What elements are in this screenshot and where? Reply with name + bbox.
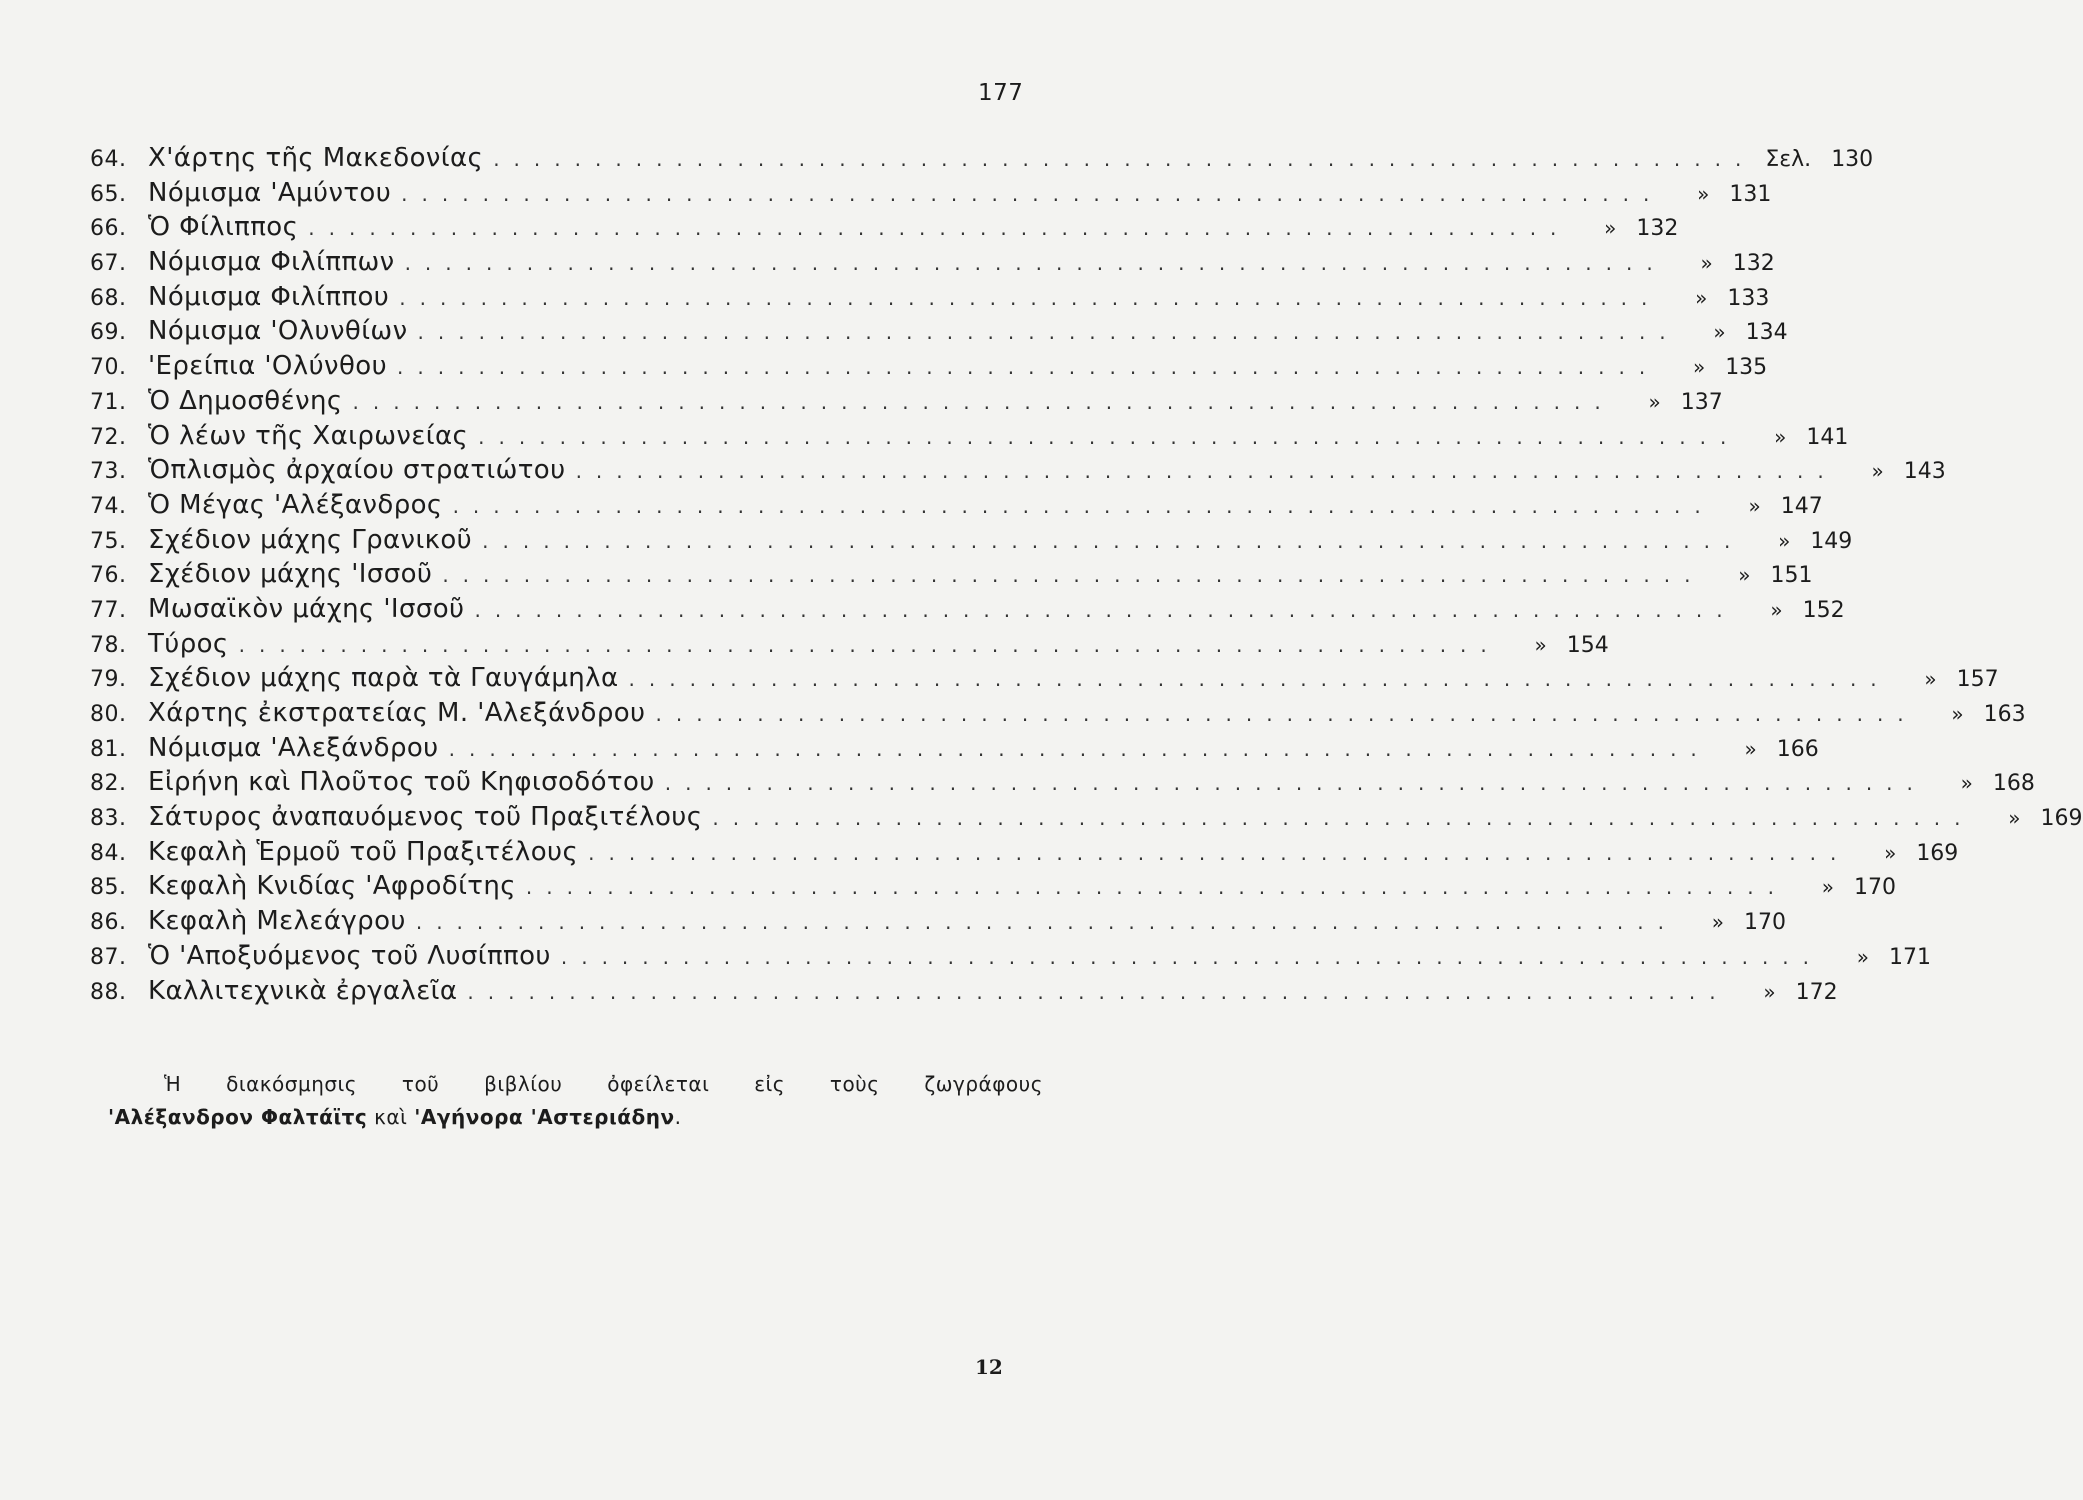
page-ditto-mark: » [1821,875,1835,900]
toc-entry [90,523,1853,558]
entry-title: Νόμισμα 'Ολυνθίων [148,316,408,347]
credits-end: . [674,1105,682,1129]
entry-number: 81. [90,736,127,762]
page-ditto-mark: » [1871,459,1884,484]
entry-number: 88. [90,979,127,1005]
entry-title: 'Ερείπια 'Ολύνθου [148,351,388,382]
entry-title: Νόμισμα 'Αλεξάνδρου [148,732,439,763]
credits-word: βιβλίου [484,1072,563,1096]
entry-title: Ὁ Μέγας 'Αλέξανδρος [148,489,443,520]
entry-title: Ὁ Δημοσθένης [148,385,343,416]
printer-signature-mark: 12 [975,1355,1003,1379]
entry-number: 74. [90,493,127,519]
page-ditto-mark: » [1924,667,1937,692]
entry-page-number: 132 [1636,216,1679,242]
page-number: 177 [978,80,1024,106]
toc-entry [90,349,1768,384]
entry-number: 86. [90,910,127,936]
dot-leader: .............................................................. [238,632,1501,657]
toc-entry [90,661,1999,696]
dot-leader: .............................................................. [474,597,1737,622]
entry-number: 64. [90,147,127,172]
dot-leader: .............................................................. [560,944,1824,969]
credits-word: τοῦ [401,1072,440,1096]
entry-number: 66. [90,216,127,242]
dot-leader: .............................................................. [712,806,1975,831]
toc-entry [90,176,1772,211]
dot-leader: .............................................................. [448,736,1711,761]
dot-leader: .............................................................. [664,771,1927,796]
entry-number: 80. [90,702,127,727]
page-ditto-mark: » [1884,840,1897,865]
dot-leader: .............................................................. [525,875,1789,900]
entry-title: Νόμισμα Φιλίππων [148,247,395,278]
credits-word: τοὺς [829,1072,880,1096]
entry-title: Σχέδιον μάχης Γρανικοῦ [148,524,473,555]
toc-entry [90,453,1946,488]
dot-leader: .............................................................. [399,285,1662,310]
page-ditto-mark: » [1951,702,1964,726]
page-ditto-mark: » [1744,736,1757,761]
toc-entry [90,557,1813,592]
entry-title: Ὁπλισμὸς ἀρχαίου στρατιώτου [148,455,566,486]
dot-leader: .............................................................. [655,702,1918,726]
entry-page-number: 168 [1992,771,2035,797]
entry-page-number: 137 [1680,389,1723,415]
entry-page-number: 131 [1729,181,1772,207]
page-ditto-mark: » [2008,806,2021,831]
entry-page-number: 135 [1725,355,1768,381]
toc-entry [90,210,1679,245]
entry-page-number: 171 [1889,944,1932,970]
entry-number: 78. [90,632,127,658]
entry-page-number: 149 [1810,528,1853,554]
page-ditto-mark: » [1700,251,1713,276]
toc-entry [90,488,1823,523]
toc-entry [90,974,1838,1009]
credits-word: διακόσμησις [226,1072,358,1096]
dot-leader: .............................................................. [404,251,1667,276]
page-ditto-mark: » [1778,528,1791,553]
dot-leader: .............................................................. [415,910,1679,935]
entry-number: 84. [90,840,127,866]
toc-entry [90,245,1775,280]
page-ditto-mark: » [1697,181,1710,206]
artist-name: 'Αγήνορα 'Αστεριάδην [414,1105,675,1129]
entry-title: Σχέδιον μάχης παρὰ τὰ Γαυγάμηλα [148,663,619,694]
toc-entry [90,765,2035,800]
page-ditto-mark: » [1692,355,1706,380]
dot-leader: .............................................................. [575,459,1838,484]
page-ditto-mark: » [1960,771,1973,796]
dot-leader: .............................................................. [482,528,1745,553]
toc-entry [90,939,1932,974]
page-ditto-mark: » [1774,424,1787,449]
entry-page-number: 170 [1744,910,1787,936]
page-ditto-mark: » [1713,320,1726,345]
page-ditto-mark: » [1856,944,1870,969]
dot-leader: .............................................................. [628,667,1891,692]
entry-page-number: 163 [1983,702,2026,727]
entry-title: Νόμισμα 'Αμύντου [148,177,392,208]
dot-leader: .............................................................. [493,147,1756,171]
entry-title: Εἰρήνη καὶ Πλοῦτος τοῦ Κηφισοδότου [148,767,655,798]
toc-entry [90,904,1787,939]
entry-page-number: 170 [1854,875,1897,901]
entry-page-number: 172 [1795,979,1838,1005]
credits-line-2 [108,1101,1043,1134]
entry-number: 87. [90,944,127,970]
dot-leader: .............................................................. [467,979,1730,1004]
dot-leader: .............................................................. [588,840,1851,865]
toc-entry [90,419,1849,454]
entry-title: Χάρτης ἐκστρατείας Μ. 'Αλεξάνδρου [148,698,646,728]
toc-entry [90,835,1959,870]
entry-title: Καλλιτεχνικὰ ἐργαλεῖα [148,975,458,1006]
entry-page-number: 169 [2040,806,2083,832]
entry-page-number: 152 [1802,597,1845,623]
credits-connector: καὶ [374,1105,408,1129]
entry-number: 82. [90,771,127,797]
toc-entry [90,800,2083,835]
entry-number: 69. [90,320,127,346]
entry-page-number: 132 [1732,251,1775,277]
dot-leader: .............................................................. [397,355,1660,380]
toc-entry [90,696,2026,731]
entry-title: Μωσαϊκὸν μάχης 'Ισσοῦ [148,593,465,624]
toc-entry [90,627,1609,662]
toc-entry [90,384,1723,419]
page-ditto-mark: » [1738,563,1751,588]
entry-title: Σχέδιον μάχης 'Ισσοῦ [148,559,433,590]
credits-line-1 [108,1068,1043,1101]
entry-page-number: 134 [1745,320,1788,346]
entry-page-number: 166 [1776,736,1819,762]
entry-title: Νόμισμα Φιλίππου [148,281,390,312]
toc-entry [90,869,1897,904]
credits-word: εἰς [754,1072,786,1096]
entry-number: 73. [90,459,127,485]
entry-number: 72. [90,424,127,450]
entry-number: 79. [90,667,127,693]
entry-title: Ὁ Φίλιππος [148,212,299,243]
page-ditto-mark: Σελ. [1765,147,1812,172]
entry-page-number: 141 [1806,424,1849,450]
entry-title: Τύρος [148,628,229,659]
credits-word: ζωγράφους [924,1072,1043,1096]
entry-title: Χ'άρτης τῆς Μακεδονίας [148,143,484,173]
page-ditto-mark: » [1748,493,1761,518]
entry-page-number: 130 [1831,147,1874,172]
entry-page-number: 147 [1780,493,1823,519]
entry-number: 70. [90,355,127,381]
dot-leader: .............................................................. [352,389,1615,414]
entry-title: Σάτυρος ἀναπαυόμενος τοῦ Πραξιτέλους [148,802,703,833]
page-ditto-mark: » [1770,597,1783,622]
dot-leader: .............................................................. [308,216,1571,241]
toc-entry [90,731,1819,766]
entry-number: 77. [90,597,127,623]
entry-page-number: 133 [1727,285,1770,311]
dot-leader: .............................................................. [417,320,1680,345]
page-ditto-mark: » [1711,910,1725,935]
entry-number: 67. [90,251,127,277]
entry-number: 75. [90,528,127,554]
toc-entry [90,314,1788,349]
entry-page-number: 157 [1956,667,1999,693]
entry-title: Ὁ 'Αποξυόμενος τοῦ Λυσίππου [148,940,551,971]
dot-leader: .............................................................. [452,493,1715,518]
dot-leader: .............................................................. [401,181,1664,206]
credits-word: ὀφείλεται [607,1072,710,1096]
entry-number: 83. [90,806,127,832]
entry-number: 85. [90,875,127,901]
page-ditto-mark: » [1695,285,1708,310]
page-ditto-mark: » [1534,632,1547,657]
credits-word: Ἡ [164,1072,182,1096]
page-ditto-mark: » [1763,979,1776,1004]
toc-entry [90,280,1770,315]
page-ditto-mark: » [1604,216,1617,241]
entry-title: Κεφαλὴ Κνιδίας 'Αφροδίτης [148,871,516,902]
entry-number: 65. [90,181,127,207]
toc-entry [90,592,1845,627]
entry-number: 76. [90,563,127,589]
table-of-illustrations [90,141,2083,1008]
illustration-credits [108,1068,1043,1134]
entry-number: 71. [90,389,127,415]
dot-leader: .............................................................. [478,424,1741,449]
entry-page-number: 151 [1770,563,1813,589]
artist-name: 'Αλέξανδρον Φαλτάϊτς [108,1105,368,1129]
entry-title: Ὁ λέων τῆς Χαιρωνείας [148,420,469,451]
toc-entry [90,141,1874,176]
entry-title: Κεφαλὴ Μελεάγρου [148,906,406,937]
entry-number: 68. [90,285,127,311]
entry-page-number: 143 [1903,459,1946,485]
dot-leader: .............................................................. [442,563,1705,588]
page-ditto-mark: » [1648,389,1661,414]
entry-page-number: 154 [1566,632,1609,658]
entry-page-number: 169 [1916,840,1959,866]
entry-title: Κεφαλὴ Ἑρμοῦ τοῦ Πραξιτέλους [148,836,579,867]
